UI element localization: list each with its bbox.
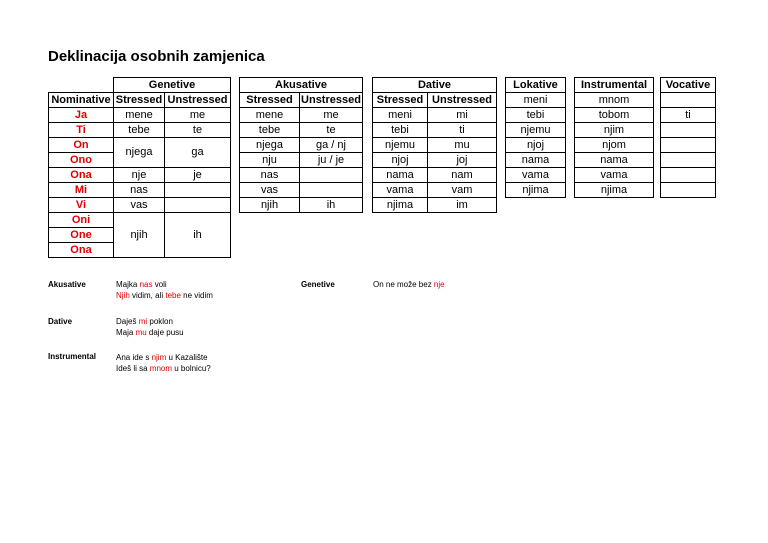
instrumental-cell: tobom [575,108,654,123]
nominative-cell: Mi [49,183,114,198]
example-text: Daješ [116,317,139,326]
genetive-stressed-cell: nje [114,168,165,183]
akusative-unstressed-cell: te [300,123,363,138]
example-text: u Kazalište [166,353,208,362]
lokative-cell: nama [506,153,566,168]
akusative-unstressed-cell: ga / nj [300,138,363,153]
dative-stressed-cell: njoj [373,153,428,168]
example-highlight: mnom [149,364,173,373]
example-label-dative: Dative [48,317,73,326]
example-highlight: njim [151,353,167,362]
header-vocative: Vocative [661,78,716,93]
example-highlight: mi [138,317,148,326]
header-dative: Dative [373,78,497,93]
nominative-cell: Ti [49,123,114,138]
example-text: Ana ide s [116,353,152,362]
instrumental-cell: njom [575,138,654,153]
example-label-genetive: Genetive [301,280,335,289]
lokative-cell: meni [506,93,566,108]
nominative-cell: Oni [49,213,114,228]
genetive-stressed-cell: mene [114,108,165,123]
instrumental-cell: nama [575,153,654,168]
header-genetive-stressed: Stressed [114,93,165,108]
table-akusative [239,77,363,213]
header-genetive: Genetive [114,78,231,93]
table-instrumental [574,77,654,198]
akusative-stressed-cell: nju [240,153,300,168]
genetive-unstressed-cell: te [165,123,231,138]
nominative-cell: Vi [49,198,114,213]
akusative-unstressed-cell: ih [300,198,363,213]
vocative-cell [661,138,716,153]
dative-unstressed-cell: im [428,198,497,213]
nominative-cell: Ona [49,168,114,183]
example-highlight: Njih [116,291,130,300]
lokative-cell: njima [506,183,566,198]
example-text: ne vidim [180,291,213,300]
table-vocative [660,77,716,198]
akusative-unstressed-cell [300,168,363,183]
genetive-stressed-cell: vas [114,198,165,213]
example-text: vidim, ali [129,291,166,300]
genetive-stressed-cell: njega [114,138,165,168]
empty-cell [49,78,114,93]
example-text: Ideš li sa [116,364,150,373]
example-highlight: mu [135,328,147,337]
nominative-cell: Ono [49,153,114,168]
genetive-stressed-cell: njih [114,213,165,258]
vocative-cell: ti [661,108,716,123]
akusative-stressed-cell: njih [240,198,300,213]
header-akusative: Akusative [240,78,363,93]
instrumental-cell: njima [575,183,654,198]
example-highlight: nas [139,280,153,289]
akusative-stressed-cell: nas [240,168,300,183]
lokative-cell: tebi [506,108,566,123]
example-text: u bolnicu? [172,364,211,373]
akusative-unstressed-cell [300,183,363,198]
dative-stressed-cell: njemu [373,138,428,153]
dative-stressed-cell: njima [373,198,428,213]
example-akusative-line1 [116,279,167,290]
vocative-cell [661,123,716,138]
nominative-cell: Ja [49,108,114,123]
dative-unstressed-cell: mi [428,108,497,123]
dative-unstressed-cell: joj [428,153,497,168]
dative-unstressed-cell: mu [428,138,497,153]
dative-stressed-cell: vama [373,183,428,198]
table-nominative-genetive [48,77,231,258]
akusative-stressed-cell: vas [240,183,300,198]
vocative-cell [661,168,716,183]
header-genetive-unstressed: Unstressed [165,93,231,108]
akusative-unstressed-cell: me [300,108,363,123]
example-akusative-line2 [116,290,213,301]
akusative-stressed-cell: tebe [240,123,300,138]
table-dative [372,77,497,213]
header-dative-unstressed: Unstressed [428,93,497,108]
dative-unstressed-cell: ti [428,123,497,138]
example-text: On ne može bez [373,280,434,289]
lokative-cell: njemu [506,123,566,138]
vocative-cell [661,93,716,108]
genetive-unstressed-cell [165,198,231,213]
genetive-unstressed-cell [165,183,231,198]
genetive-unstressed-cell: me [165,108,231,123]
example-instrumental-line2 [116,363,211,374]
example-label-akusative: Akusative [48,280,86,289]
example-dative-line1 [116,316,173,327]
example-instrumental-line1 [116,352,208,363]
header-akusative-unstressed: Unstressed [301,93,361,106]
header-akusative-stressed: Stressed [240,93,300,108]
vocative-cell [661,183,716,198]
header-dative-stressed: Stressed [373,93,428,108]
genetive-unstressed-cell: je [165,168,231,183]
lokative-cell: njoj [506,138,566,153]
genetive-stressed-cell: nas [114,183,165,198]
genetive-stressed-cell: tebe [114,123,165,138]
instrumental-cell: mnom [575,93,654,108]
akusative-stressed-cell: njega [240,138,300,153]
dative-stressed-cell: tebi [373,123,428,138]
example-highlight: tebe [165,291,181,300]
table-lokative [505,77,566,198]
example-highlight: nje [433,280,445,289]
header-instrumental: Instrumental [575,78,654,93]
example-label-instrumental: Instrumental [48,352,97,361]
example-text: daje pusu [146,328,184,337]
genetive-unstressed-cell: ga [165,138,231,168]
nominative-cell: One [49,228,114,243]
lokative-cell: vama [506,168,566,183]
example-text: Maja [116,328,136,337]
instrumental-cell: njim [575,123,654,138]
dative-unstressed-cell: vam [428,183,497,198]
example-text: voli [152,280,167,289]
example-genetive-line1 [373,279,445,290]
nominative-cell: On [49,138,114,153]
header-nominative: Nominative [49,93,114,108]
example-text: poklon [147,317,173,326]
instrumental-cell: vama [575,168,654,183]
example-dative-line2 [116,327,184,338]
akusative-unstressed-cell: ju / je [300,153,363,168]
genetive-unstressed-cell: ih [165,213,231,258]
nominative-cell: Ona [49,243,114,258]
dative-stressed-cell: nama [373,168,428,183]
page-title: Deklinacija osobnih zamjenica [48,48,265,65]
example-text: Majka [116,280,140,289]
header-lokative: Lokative [506,78,566,93]
dative-stressed-cell: meni [373,108,428,123]
dative-unstressed-cell: nam [428,168,497,183]
vocative-cell [661,153,716,168]
akusative-stressed-cell: mene [240,108,300,123]
